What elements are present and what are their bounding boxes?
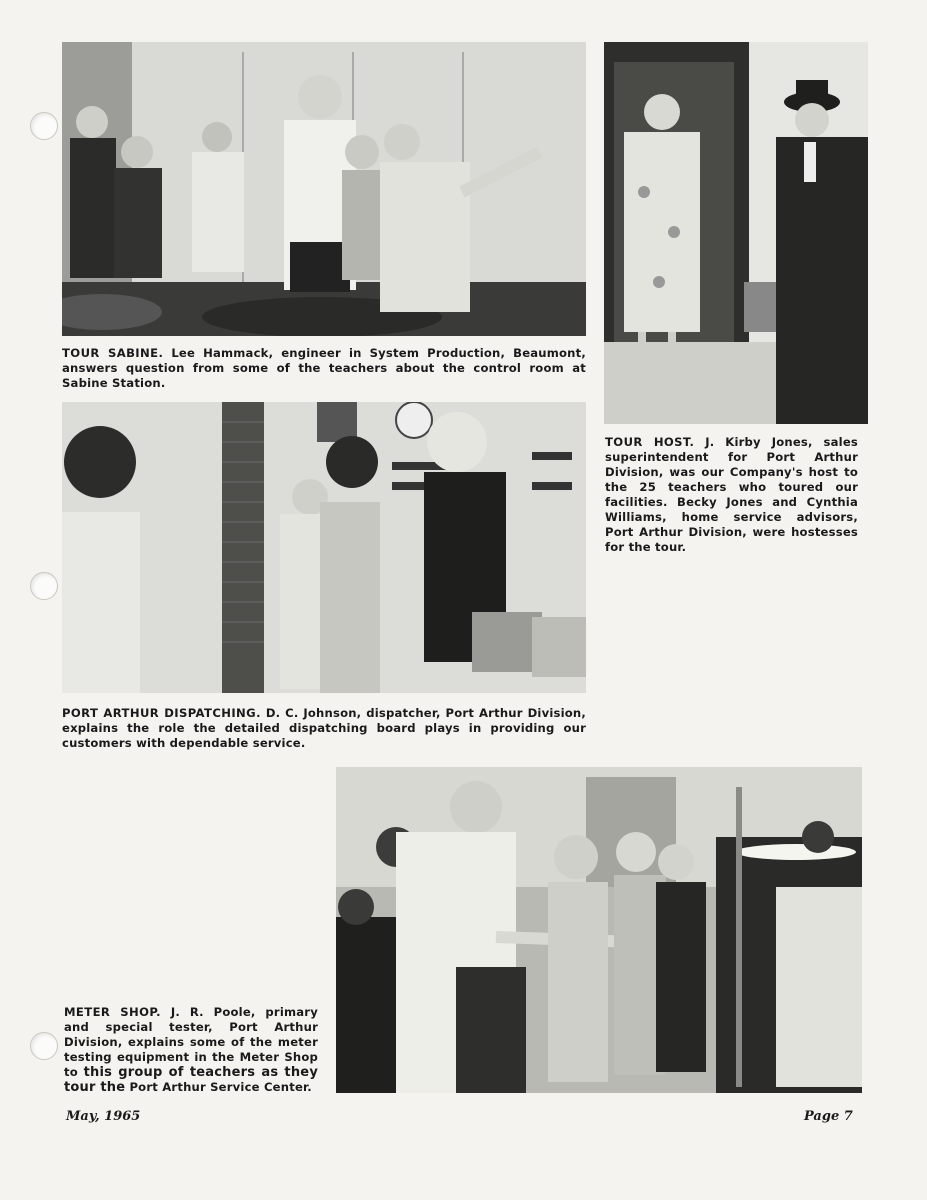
photo-port-arthur-dispatching <box>62 402 586 693</box>
photo-tour-host <box>604 42 868 424</box>
binder-hole-top <box>30 112 58 140</box>
caption-meter-shop <box>64 1005 318 1095</box>
caption-meter-shop-head: METER SHOP. <box>64 1005 161 1019</box>
caption-meter-shop-lede: this group of teachers as they tour the <box>64 1065 318 1095</box>
footer-page-number: Page 7 <box>804 1109 853 1124</box>
caption-dispatching-head: PORT ARTHUR DISPATCHING. <box>62 706 261 720</box>
binder-hole-bottom <box>30 1032 58 1060</box>
caption-dispatching-body: D. C. Johnson, dispatcher, Port Arthur Division, explains the role the detailed dispatching board plays in providing our customers with dependable service. <box>62 706 586 750</box>
caption-tour-host-body: J. Kirby Jones, sales superintendent for Port Arthur Division, was our Company's host to the 25 teachers who toured our facilities. Becky Jones and Cynthia Williams, home service advisors, Port Arthur Division, were hostesses for the tour. <box>605 435 858 554</box>
caption-tour-sabine <box>62 346 586 391</box>
caption-meter-shop-body: J. R. Poole, primary and special tester, Port Arthur Division, explains some of the meter testing equipment in the Meter Shop to <box>64 1005 318 1079</box>
caption-tour-sabine-head: TOUR SABINE. <box>62 346 164 360</box>
caption-tour-host <box>605 435 858 555</box>
caption-tour-host-head: TOUR HOST. <box>605 435 695 449</box>
caption-port-arthur-dispatching <box>62 706 586 751</box>
caption-tour-sabine-body: Lee Hammack, engineer in System Production, Beaumont, answers question from some of the teachers about the control room at Sabine Station. <box>62 346 586 390</box>
caption-meter-shop-tail: Port Arthur Service Center. <box>129 1080 312 1094</box>
binder-hole-middle <box>30 572 58 600</box>
photo-meter-shop <box>336 767 862 1093</box>
footer-date: May, 1965 <box>66 1109 141 1124</box>
photo-tour-sabine <box>62 42 586 336</box>
